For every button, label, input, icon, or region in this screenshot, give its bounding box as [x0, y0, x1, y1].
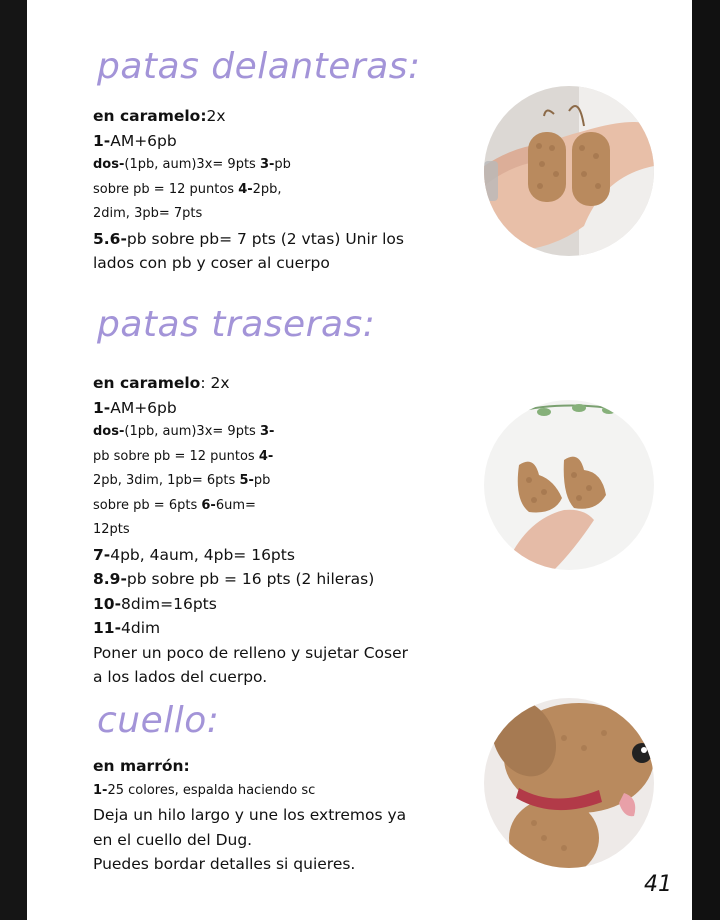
- instruction-text: Puedes bordar detalles si quieres.: [93, 855, 356, 873]
- instruction-text: 25 colores, espalda haciendo sc: [107, 782, 316, 798]
- instruction-line: [93, 828, 406, 853]
- instruction-line: [93, 592, 408, 617]
- instruction-line: [93, 754, 406, 779]
- instruction-step-label: dos-: [93, 424, 125, 439]
- instruction-line: [93, 153, 404, 178]
- instruction-text: pb sobre pb = 16 pts (2 hileras): [126, 570, 375, 588]
- front-legs-photo: [484, 86, 654, 256]
- instruction-step-label: dos-: [93, 157, 125, 172]
- instruction-text: : 2x: [200, 374, 230, 392]
- instruction-step-label: 7-: [93, 545, 111, 564]
- instruction-step-label: 1-: [93, 131, 111, 150]
- instruction-text: sobre pb = 6pts: [93, 497, 202, 513]
- instruction-line: [93, 616, 408, 641]
- back-legs-photo: [484, 400, 654, 570]
- instruction-line: [93, 852, 406, 877]
- instruction-line: [93, 641, 408, 666]
- page-number: 41: [644, 872, 672, 897]
- instruction-line: [93, 445, 408, 470]
- instruction-line: [93, 202, 404, 227]
- instruction-text: 4dim: [121, 619, 161, 637]
- instruction-line: [93, 779, 406, 804]
- back-legs-instructions: [93, 371, 408, 690]
- neck-instructions: [93, 754, 406, 877]
- right-dark-margin: [692, 0, 720, 920]
- instruction-line: [93, 665, 408, 690]
- instruction-step-label: 3-: [259, 424, 275, 439]
- instruction-text: 12pts: [93, 522, 130, 537]
- instruction-text: 4pb, 4aum, 4pb= 16pts: [110, 545, 295, 564]
- instruction-text: 2pb,: [252, 181, 282, 197]
- dog-neck-photo: [484, 698, 654, 868]
- document-page: [27, 0, 692, 920]
- instruction-line: [93, 129, 404, 154]
- instruction-text: en el cuello del Dug.: [93, 830, 253, 849]
- instruction-step-label: 5.6-: [93, 229, 127, 248]
- instruction-step-label: 1-: [93, 782, 108, 798]
- instruction-step-label: en marrón:: [93, 757, 190, 775]
- instruction-line: [93, 178, 404, 203]
- instruction-step-label: 8.9-: [93, 570, 127, 588]
- section-title-back-legs: patas traseras:: [97, 304, 376, 345]
- instruction-text: sobre pb = 12 puntos: [93, 181, 239, 197]
- instruction-line: [93, 803, 406, 828]
- instruction-step-label: 5-: [239, 473, 254, 488]
- instruction-step-label: en caramelo:: [93, 107, 207, 125]
- instruction-text: 2x: [206, 107, 226, 125]
- instruction-text: (1pb, aum)3x= 9pts: [124, 157, 260, 172]
- instruction-text: pb: [274, 157, 291, 172]
- instruction-text: Poner un poco de relleno y sujetar Coser: [93, 643, 409, 662]
- section-title-neck: cuello:: [97, 700, 220, 741]
- instruction-text: (1pb, aum)3x= 9pts: [124, 424, 260, 439]
- instruction-step-label: 11-: [93, 619, 122, 637]
- section-title-front-legs: patas delanteras:: [97, 46, 421, 87]
- instruction-step-label: 6-: [201, 497, 216, 513]
- instruction-text: 2pb, 3dim, 1pb= 6pts: [93, 473, 240, 488]
- instruction-step-label: 4-: [258, 448, 274, 464]
- instruction-step-label: 1-: [93, 398, 111, 417]
- instruction-text: pb sobre pb= 7 pts (2 vtas) Unir los: [126, 229, 404, 248]
- left-dark-margin: [0, 0, 27, 920]
- instruction-text: lados con pb y coser al cuerpo: [93, 254, 330, 272]
- instruction-line: [93, 567, 408, 592]
- instruction-line: [93, 543, 408, 568]
- instruction-text: 6um=: [215, 497, 256, 513]
- instruction-step-label: 3-: [259, 157, 275, 172]
- instruction-line: [93, 227, 404, 252]
- instruction-line: [93, 104, 404, 129]
- instruction-text: AM+6pb: [110, 131, 177, 150]
- instruction-step-label: 4-: [238, 181, 253, 197]
- instruction-text: pb sobre pb = 12 puntos: [93, 448, 259, 464]
- instruction-line: [93, 469, 408, 494]
- instruction-step-label: 10-: [93, 594, 122, 613]
- instruction-text: Deja un hilo largo y une los extremos ya: [93, 806, 407, 824]
- instruction-line: [93, 371, 408, 396]
- instruction-text: 2dim, 3pb= 7pts: [93, 206, 203, 221]
- instruction-step-label: en caramelo: [93, 374, 201, 392]
- front-legs-instructions: [93, 104, 404, 276]
- instruction-text: 8dim=16pts: [121, 594, 217, 613]
- instruction-line: [93, 518, 408, 543]
- instruction-text: a los lados del cuerpo.: [93, 668, 268, 686]
- instruction-line: [93, 396, 408, 421]
- instruction-text: AM+6pb: [110, 398, 177, 417]
- instruction-text: pb: [253, 473, 271, 488]
- instruction-line: [93, 420, 408, 445]
- instruction-line: [93, 251, 404, 276]
- instruction-line: [93, 494, 408, 519]
